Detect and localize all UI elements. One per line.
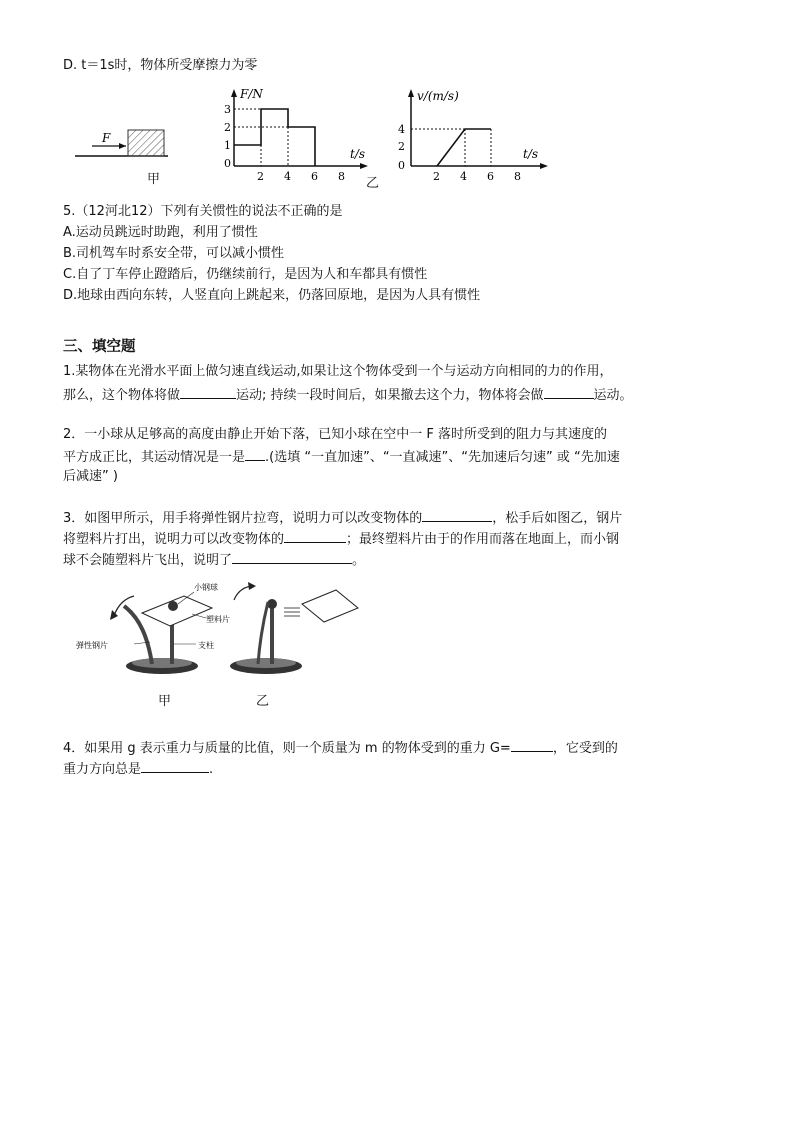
fq3-blank-2[interactable] (284, 528, 346, 543)
v-axis-label: v/(m/s) (417, 89, 459, 103)
q5-option-a: A.运动员跳远时助跑，利用了惯性 (63, 225, 258, 240)
f-tick-0: 0 (224, 157, 231, 170)
fq2-line2 (63, 446, 620, 468)
t-axis-label-1: t/s (350, 147, 366, 161)
section-title: 三、填空题 (63, 339, 136, 355)
f-xtick-8: 8 (338, 170, 345, 183)
fq1-line2 (63, 384, 633, 406)
fq4-text-1a: 4．如果用 g 表示重力与质量的比值，则一个质量为 m 的物体受到的重力 G= (63, 741, 511, 756)
f-xtick-4: 4 (284, 170, 291, 183)
fq1-line1: 1.某物体在光滑水平面上做匀速直线运动,如果让这个物体受到一个与运动方向相同的力的作用， (63, 364, 613, 379)
fq3-text-1b: ，松手后如图乙，钢片 (492, 511, 623, 526)
v-tick-0: 0 (398, 159, 405, 172)
fq2-line3: 后减速” ) (63, 469, 118, 484)
v-tick-4: 4 (398, 123, 405, 136)
label-plastic: 塑料片 (206, 615, 230, 624)
apparatus-jia (76, 582, 230, 674)
fq4-text-1b: ，它受到的 (552, 741, 618, 756)
fq3-blank-1[interactable] (422, 507, 492, 522)
fq3-text-2b: ；最终塑料片由于的作用而落在地面上，而小钢 (346, 532, 620, 547)
f-tick-3: 3 (224, 103, 231, 116)
v-xtick-2: 2 (433, 170, 440, 183)
fq1-blank-2[interactable] (544, 384, 594, 399)
fq1-text-b: 运动; 持续一段时间后，如果撤去这个力，物体将会做 (236, 388, 544, 403)
fq3-line3 (63, 549, 365, 571)
label-post: 支柱 (198, 641, 214, 650)
q5-option-b: B.司机驾车时系安全带，可以减小惯性 (63, 246, 285, 261)
fq3-text-3b: 。 (352, 553, 366, 568)
v-xtick-8: 8 (514, 170, 521, 183)
q5-option-c: C.自了丁车停止蹬踏后，仍继续前行，是因为人和车都具有惯性 (63, 267, 428, 282)
f-axis-label: F/N (240, 87, 263, 101)
fq2-blank[interactable] (245, 446, 265, 461)
f-xtick-6: 6 (311, 170, 318, 183)
velocity-time-graph (393, 86, 553, 186)
fq3-line1 (63, 507, 622, 529)
caption-yi-1: 乙 (366, 176, 380, 191)
fq2-text-a: 平方成正比，其运动情况是一是 (63, 450, 246, 465)
caption-jia-1: 甲 (147, 172, 161, 187)
t-axis-label-2: t/s (523, 147, 539, 161)
fq3-line2 (63, 528, 619, 550)
apparatus-yi (230, 582, 358, 674)
fq3-text-2a: 将塑料片打出，说明力可以改变物体的 (63, 532, 285, 547)
q5-stem: 5.（12河北12）下列有关惯性的说法不正确的是 (63, 204, 343, 219)
v-xtick-4: 4 (460, 170, 467, 183)
spring-steel-apparatus-figure (74, 578, 364, 688)
caption-jia-2: 甲 (158, 694, 172, 709)
fq2-text-b: .(选填 “一直加速”、“一直减速”、“先加速后匀速” 或 “先加速 (265, 450, 620, 465)
f-tick-1: 1 (224, 139, 231, 152)
fq4-text-2a: 重力方向总是 (63, 762, 142, 777)
force-label: F (102, 131, 111, 145)
fq4-line1 (63, 737, 618, 759)
label-ball: 小钢球 (194, 583, 218, 592)
fq4-blank-1[interactable] (511, 737, 553, 752)
fq1-blank-1[interactable] (180, 384, 236, 399)
fq4-text-2b: . (209, 762, 214, 777)
v-xtick-6: 6 (487, 170, 494, 183)
option-d-text: D. t＝1s时，物体所受摩擦力为零 (63, 58, 258, 73)
fq3-text-3a: 球不会随塑料片飞出，说明了 (63, 553, 233, 568)
fq1-text-a: 那么，这个物体将做 (63, 388, 181, 403)
fq3-blank-3[interactable] (232, 549, 352, 564)
fq4-blank-2[interactable] (141, 758, 209, 773)
force-time-graph (220, 86, 370, 186)
f-tick-2: 2 (224, 121, 231, 134)
fq2-line1: 2．一小球从足够高的高度由静止开始下落，已知小球在空中一 F 落时所受到的阻力与其速度的 (63, 427, 608, 442)
label-steel: 弹性钢片 (76, 641, 108, 650)
f-xtick-2: 2 (257, 170, 264, 183)
fq4-line2 (63, 758, 213, 780)
caption-yi-2: 乙 (256, 694, 270, 709)
v-tick-2: 2 (398, 140, 405, 153)
q5-option-d: D.地球由西向东转，人竖直向上跳起来，仍落回原地，是因为人具有惯性 (63, 288, 481, 303)
fq3-text-1a: 3．如图甲所示，用手将弹性钢片拉弯，说明力可以改变物体的 (63, 511, 423, 526)
fq1-text-c: 运动。 (593, 388, 633, 403)
